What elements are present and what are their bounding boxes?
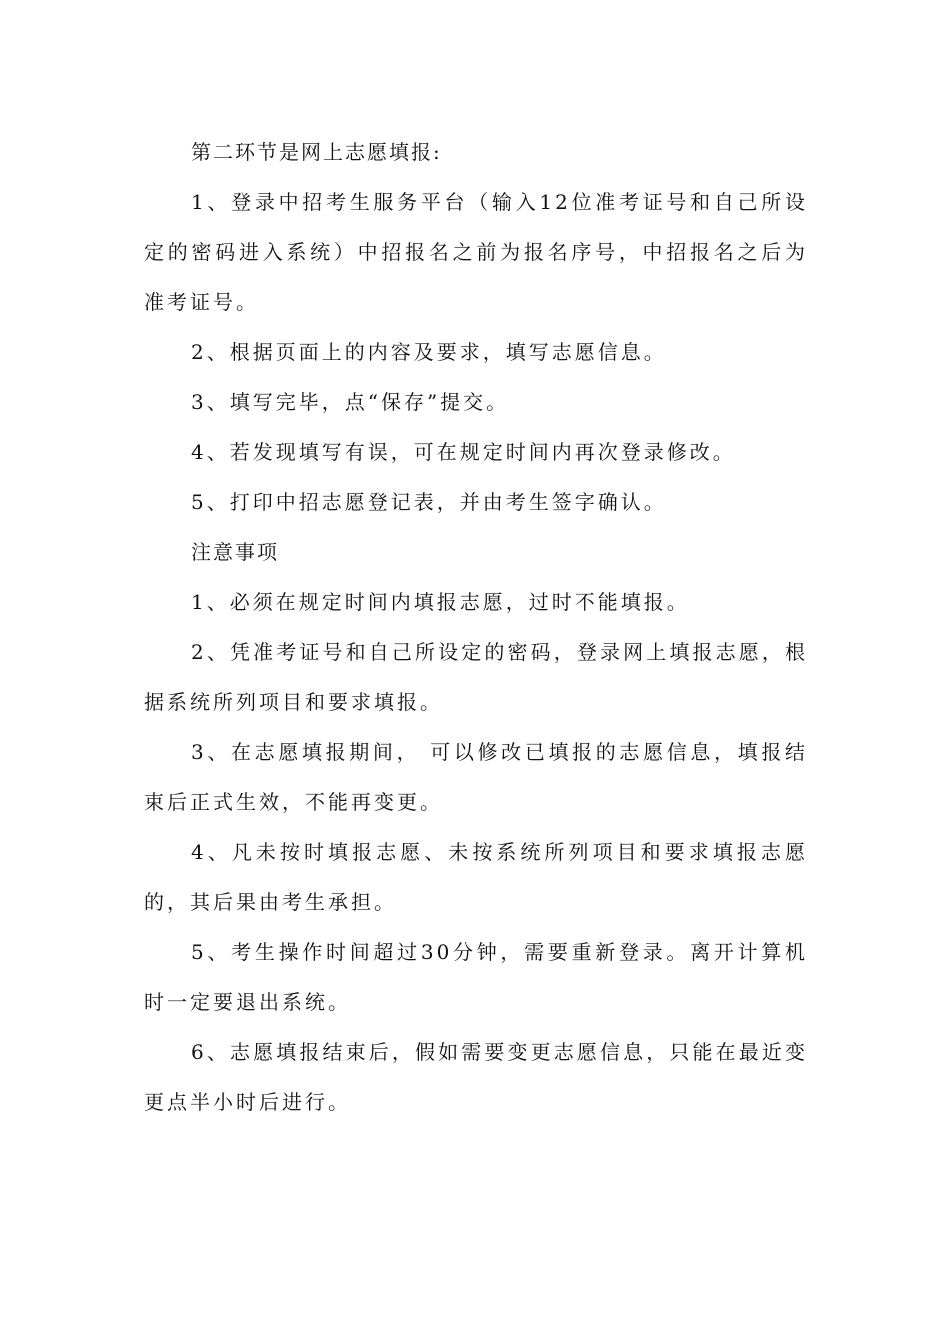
step-5: 5、打印中招志愿登记表，并由考生签字确认。: [191, 490, 667, 514]
step-2: 2、根据页面上的内容及要求，填写志愿信息。: [191, 340, 667, 364]
notes-title: 注意事项: [191, 540, 279, 564]
section-title: 第二环节是网上志愿填报:: [191, 140, 442, 164]
note-5: 5、考生操作时间超过30分钟，需要重新登录。离开计算机时一定要退出系统。: [144, 940, 808, 1014]
note-3: 3、在志愿填报期间， 可以修改已填报的志愿信息，填报结束后正式生效，不能再变更。: [144, 740, 808, 814]
step-1: 1、登录中招考生服务平台（输入12位准考证号和自己所设定的密码进入系统）中招报名之前为报名序号，中招报名之后为准考证号。: [144, 190, 808, 314]
note-1: 1、必须在规定时间内填报志愿，过时不能填报。: [191, 590, 690, 614]
note-4: 4、凡未按时填报志愿、未按系统所列项目和要求填报志愿的，其后果由考生承担。: [144, 840, 808, 914]
note-6: 6、志愿填报结束后，假如需要变更志愿信息，只能在最近变更点半小时后进行。: [144, 1040, 808, 1114]
document-body: [144, 127, 808, 1127]
note-2: 2、凭准考证号和自己所设定的密码，登录网上填报志愿，根据系统所列项目和要求填报。: [144, 640, 808, 714]
step-3: 3、填写完毕，点“保存”提交。: [191, 390, 510, 414]
step-4: 4、若发现填写有误，可在规定时间内再次登录修改。: [191, 440, 736, 464]
